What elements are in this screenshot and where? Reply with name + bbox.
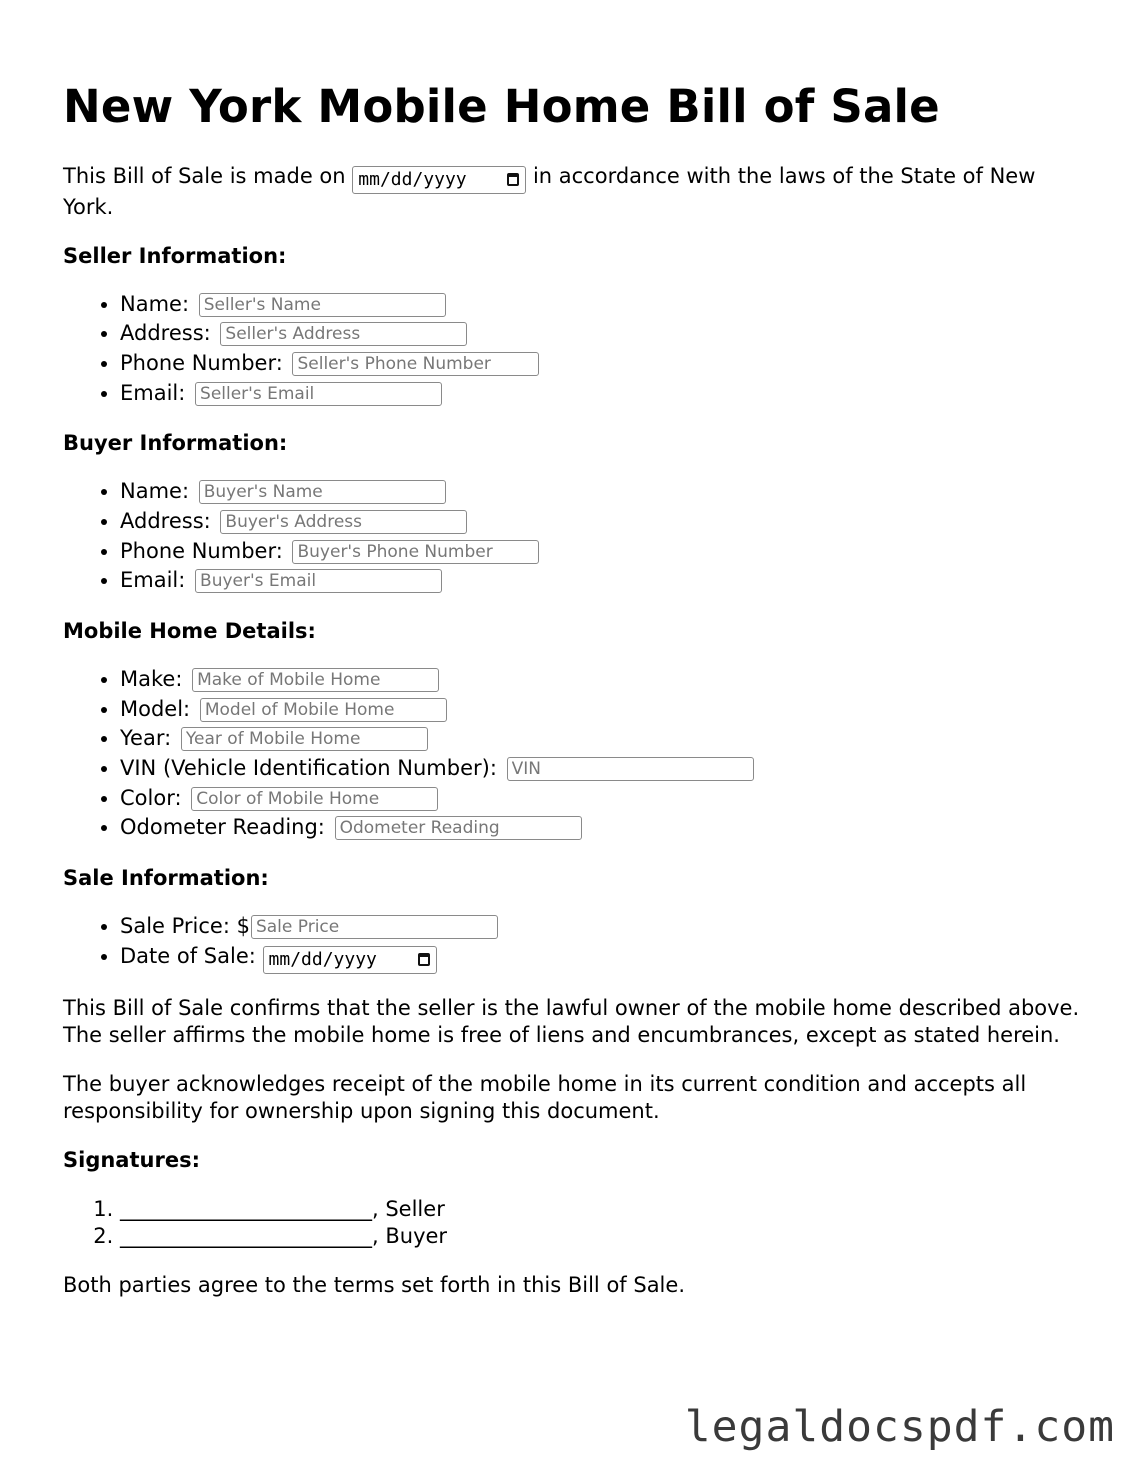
sale-list xyxy=(63,912,1083,971)
seller-address-input[interactable] xyxy=(220,322,467,346)
buyer-phone-label: Phone Number: xyxy=(120,538,283,563)
buyer-phone-input[interactable] xyxy=(292,540,539,564)
agreement-date-input[interactable] xyxy=(352,166,526,194)
list-item xyxy=(120,942,1083,972)
make-input[interactable] xyxy=(192,668,439,692)
sale-date-input[interactable] xyxy=(263,946,437,974)
color-input[interactable] xyxy=(191,787,438,811)
list-item xyxy=(120,695,1083,725)
intro-text-after: in accordance with the laws of the State of New York. xyxy=(63,164,1036,219)
sale-date-placeholder: mm/dd/yyyy xyxy=(268,948,377,970)
intro-text-before: This Bill of Sale is made on xyxy=(63,164,346,188)
buyer-address-label: Address: xyxy=(120,508,211,533)
list-item xyxy=(120,537,1083,567)
color-label: Color: xyxy=(120,785,182,810)
home-details-list xyxy=(63,665,1083,843)
buyer-name-input[interactable] xyxy=(199,480,446,504)
buyer-signature-line: 2. ________________________, Buyer xyxy=(120,1223,1083,1250)
make-label: Make: xyxy=(120,667,183,691)
list-item xyxy=(120,724,1083,754)
seller-phone-label: Phone Number: xyxy=(120,350,283,375)
seller-list xyxy=(63,290,1083,409)
seller-email-input[interactable] xyxy=(195,382,442,406)
home-details-heading: Mobile Home Details: xyxy=(63,619,316,643)
list-item xyxy=(120,912,1083,942)
seller-address-label: Address: xyxy=(120,321,211,346)
seller-name-input[interactable] xyxy=(199,293,446,317)
buyer-email-label: Email: xyxy=(120,568,186,593)
sale-price-input[interactable] xyxy=(251,915,498,939)
closing-paragraph: Both parties agree to the terms set forth in this Bill of Sale. xyxy=(63,1272,685,1297)
list-item xyxy=(120,379,1083,409)
seller-heading: Seller Information: xyxy=(63,243,287,268)
calendar-icon[interactable] xyxy=(507,173,519,186)
list-item xyxy=(120,784,1083,814)
buyer-list xyxy=(63,477,1083,596)
seller-signature-line: 1. ________________________, Seller xyxy=(120,1196,1083,1223)
buyer-address-input[interactable] xyxy=(220,510,467,534)
model-label: Model: xyxy=(120,696,191,721)
list-item xyxy=(120,566,1083,596)
buyer-name-label: Name: xyxy=(120,479,190,504)
sale-heading: Sale Information: xyxy=(63,866,269,891)
list-item xyxy=(120,319,1083,349)
confirmation-paragraph: This Bill of Sale confirms that the seller is the lawful owner of the mobile home described above. The seller affirms the mobile home is free of liens and encumbrances, except as stated herein. xyxy=(63,995,1080,1047)
sale-date-label: Date of Sale: xyxy=(120,943,256,968)
list-item xyxy=(120,665,1083,695)
list-item xyxy=(120,349,1083,379)
year-input[interactable] xyxy=(181,727,428,751)
page-title: New York Mobile Home Bill of Sale xyxy=(63,80,940,133)
model-input[interactable] xyxy=(200,698,447,722)
calendar-icon[interactable] xyxy=(418,953,430,966)
list-item xyxy=(120,507,1083,537)
vin-label: VIN (Vehicle Identification Number): xyxy=(120,756,497,781)
agreement-date-placeholder: mm/dd/yyyy xyxy=(358,169,467,190)
seller-phone-input[interactable] xyxy=(292,352,539,376)
list-item xyxy=(120,290,1083,320)
buyer-heading: Buyer Information: xyxy=(63,431,288,456)
signatures-heading: Signatures: xyxy=(63,1147,200,1172)
list-item xyxy=(120,813,1083,843)
signatures-list xyxy=(63,1196,1083,1250)
odometer-label: Odometer Reading: xyxy=(120,815,325,840)
odometer-input[interactable] xyxy=(335,816,582,840)
year-label: Year: xyxy=(120,726,172,751)
seller-email-label: Email: xyxy=(120,380,186,405)
watermark: legaldocspdf.com xyxy=(684,1402,1115,1452)
bill-of-sale-document xyxy=(63,0,1083,1299)
acknowledgement-paragraph: The buyer acknowledges receipt of the mobile home in its current condition and accepts all responsibility for ownership upon signing this document. xyxy=(63,1071,1027,1123)
sale-price-label: Sale Price: $ xyxy=(120,914,250,939)
list-item xyxy=(120,477,1083,507)
intro-paragraph xyxy=(63,163,1083,221)
buyer-email-input[interactable] xyxy=(195,569,442,593)
vin-input[interactable] xyxy=(507,757,754,781)
seller-name-label: Name: xyxy=(120,291,190,316)
list-item xyxy=(120,754,1083,784)
